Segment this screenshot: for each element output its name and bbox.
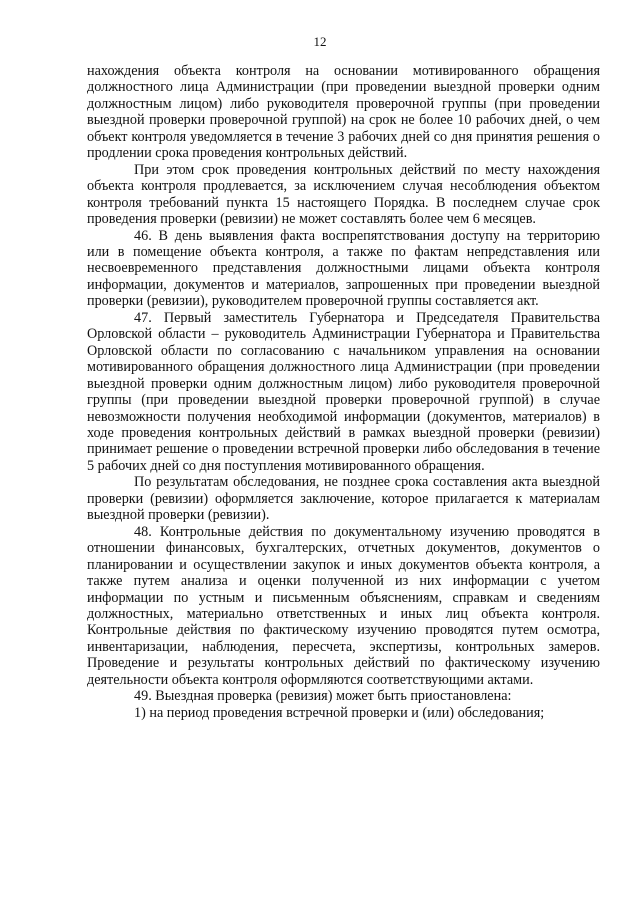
paragraph-49: 49. Выездная проверка (ревизия) может быть приостановлена: (134, 688, 512, 705)
paragraph-49-item-1: 1) на период проведения встречной проверки и (или) обследования; (134, 704, 545, 721)
paragraph-survey-results: По результатам обследования, не позднее срока составления акта выездной проверки (ревизии) оформляется заключение, которое прилагается к материалам выездной проверки (ревизии). (87, 474, 600, 524)
paragraph-47: 47. Первый заместитель Губернатора и Председателя Правительства Орловской области – руководитель Администрации Губернатора и Правительства Орловской области по согласованию с начальником управления на основании мотивированного обращения должностного лица Администрации (при проведении выездной проверки одним должностным лицом) либо руководителя проверочной группы (при проведении выездной проверки проверочной группой) в случае невозможности получения необходимой информации (документов, материалов) в ходе проведения контрольных действий в рамках выездной проверки (ревизии) принимает решение о проведении встречной проверки либо обследования в течение 5 рабочих дней со дня поступления мотивированного обращения. (87, 309, 600, 474)
paragraph-48: 48. Контрольные действия по документальному изучению проводятся в отношении финансовых, бухгалтерских, отчетных документов, документов о планировании и осуществлении закупок и иных документов объекта контроля, а также путем анализа и оценки полученной из них информации с учетом информации по устным и письменным объяснениям, справкам и сведениям должностных, материально ответственных и иных лиц объекта контроля. Контрольные действия по фактическому изучению проводятся путем осмотра, инвентаризации, наблюдения, пересчета, экспертизы, контрольных замеров. Проведение и результаты контрольных действий по фактическому изучению деятельности объекта контроля оформляются соответствующими актами. (87, 523, 600, 688)
paragraph-46: 46. В день выявления факта воспрепятствования доступу на территорию или в помещение объекта контроля, а также по фактам непредставления или несвоевременного представления должностными лицами объекта контроля информации, документов и материалов, запрошенных при проведении выездной проверки (ревизии), руководителем проверочной группы составляется акт. (87, 227, 600, 310)
paragraph-term-extension: При этом срок проведения контрольных действий по месту нахождения объекта контроля продлевается, за исключением случая несоблюдения объектом контроля требований пункта 15 настоящего Порядка. В последнем случае срок проведения проверки (ревизии) не может составлять более чем 6 месяцев. (87, 161, 600, 228)
document-body (87, 63, 600, 721)
page-number: 12 (313, 34, 327, 49)
paragraph-continuation: нахождения объекта контроля на основании мотивированного обращения должностного лица Администрации (при проведении выездной проверки одним должностным лицом) либо руководителя проверочной группы (при проведении выездной проверки проверочной группой) на срок не более 10 рабочих дней, о чем объект контроля уведомляется в течение 3 рабочих дней со дня принятия решения о продлении срока проведения контрольных действий. (87, 63, 600, 162)
